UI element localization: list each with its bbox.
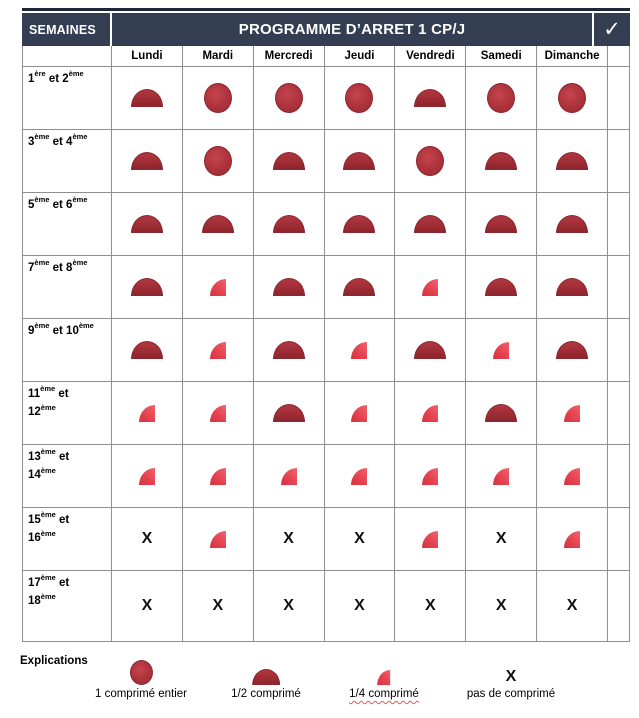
spacer-cell (608, 508, 630, 571)
pill-half-icon (485, 215, 517, 233)
dose-cell (254, 508, 325, 571)
week-label-cell: 15ème et 16ème (22, 508, 112, 571)
day-header-cell-dimanche: Dimanche (537, 46, 608, 67)
spacer-cell (608, 193, 630, 256)
dose-cell (254, 193, 325, 256)
pill-full-icon (558, 83, 586, 113)
no-pill-x: X (283, 530, 294, 547)
semaines-header-cell (22, 13, 112, 46)
dose-cell (325, 256, 396, 319)
pill-half-icon (414, 89, 446, 107)
dose-cell (325, 319, 396, 382)
spacer-cell (608, 571, 630, 642)
spacer-cell (608, 445, 630, 508)
dose-cell (325, 508, 396, 571)
dose-cell (112, 256, 183, 319)
no-pill-x: X (283, 597, 294, 614)
legend-item-half (231, 654, 301, 700)
dose-cell (112, 445, 183, 508)
no-pill-x-icon: X (505, 668, 517, 685)
pill-quarter-icon (422, 468, 438, 485)
pill-half-icon (131, 341, 163, 359)
dose-cell (254, 67, 325, 130)
no-pill-x: X (141, 597, 153, 614)
pill-quarter-icon (139, 405, 155, 422)
dose-cell (254, 571, 325, 642)
dose-cell (254, 382, 325, 445)
dose-cell (325, 67, 396, 130)
dose-cell (112, 382, 183, 445)
dose-cell (325, 193, 396, 256)
spacer-cell (608, 67, 630, 130)
dose-cell (395, 67, 466, 130)
table-title-text: PROGRAMME D’ARRET 1 CP/J (238, 21, 466, 38)
legend-item-none (467, 654, 555, 700)
pill-quarter-icon (351, 405, 367, 422)
dose-cell (112, 571, 183, 642)
legend (0, 648, 639, 716)
table-title (112, 13, 594, 46)
dose-cell (183, 319, 254, 382)
no-pill-x: X (495, 530, 507, 547)
dose-cell (537, 445, 608, 508)
table-rows (22, 67, 630, 642)
week-label-cell: 9ème et 10ème (22, 319, 112, 382)
dose-cell (395, 319, 466, 382)
pill-full-icon (275, 83, 303, 113)
dose-cell (395, 193, 466, 256)
pill-half-icon (556, 215, 588, 233)
day-header-row (22, 46, 630, 67)
pill-full-icon (204, 83, 232, 113)
table-row (22, 508, 630, 571)
dose-cell (325, 130, 396, 193)
pill-full-icon (416, 146, 444, 176)
no-pill-x: X (354, 597, 365, 614)
pill-quarter-icon (210, 279, 226, 296)
table-row (22, 130, 630, 193)
week-label-cell: 3ème et 4ème (22, 130, 112, 193)
pill-half-icon (485, 404, 517, 422)
top-border-rule (22, 8, 630, 11)
pill-half-icon (556, 278, 588, 296)
pill-half-icon (131, 215, 163, 233)
pill-half-icon (273, 215, 305, 233)
pill-half-icon (414, 341, 446, 359)
dose-cell (112, 67, 183, 130)
pill-quarter-icon (564, 468, 580, 485)
dose-cell (183, 67, 254, 130)
no-pill-x: X (425, 597, 436, 614)
table-header (22, 13, 630, 46)
dose-cell (395, 382, 466, 445)
day-header-spacer (22, 46, 112, 67)
day-header-cell-lundi: Lundi (112, 46, 183, 67)
dose-cell (466, 130, 537, 193)
pill-quarter-icon (351, 342, 367, 359)
pill-full-icon (204, 146, 232, 176)
dose-cell (537, 130, 608, 193)
pill-full-icon (129, 660, 152, 685)
dose-cell (537, 571, 608, 642)
dose-cell (112, 508, 183, 571)
pill-quarter-icon (210, 342, 226, 359)
pill-quarter-icon (281, 468, 297, 485)
legend-item-quarter (349, 654, 419, 700)
dose-cell (537, 67, 608, 130)
legend-title: Explications (20, 655, 88, 667)
dose-cell (183, 382, 254, 445)
no-pill-x: X (566, 597, 578, 614)
pill-quarter-icon (210, 468, 226, 485)
no-pill-x: X (354, 530, 365, 547)
table-row (22, 445, 630, 508)
dose-cell (466, 445, 537, 508)
dose-cell (112, 193, 183, 256)
pill-quarter-icon (210, 405, 226, 422)
table-row (22, 256, 630, 319)
pill-half-icon (202, 215, 234, 233)
table-row (22, 319, 630, 382)
week-label-cell: 1ère et 2ème (22, 67, 112, 130)
check-icon: ✓ (603, 17, 621, 41)
pill-quarter-icon (493, 468, 509, 485)
week-label-cell: 13ème et 14ème (22, 445, 112, 508)
day-header-end-spacer (608, 46, 630, 67)
dose-cell (395, 445, 466, 508)
no-pill-x: X (141, 530, 153, 547)
table-row (22, 67, 630, 130)
pill-half-icon (131, 152, 163, 170)
table-row (22, 571, 630, 642)
dose-cell (254, 319, 325, 382)
no-pill-x: X (495, 597, 507, 614)
dose-cell (466, 508, 537, 571)
pill-half-icon (485, 152, 517, 170)
spacer-cell (608, 256, 630, 319)
pill-quarter-icon (139, 468, 155, 485)
dose-cell (466, 319, 537, 382)
day-header-cell-samedi: Samedi (466, 46, 537, 67)
dose-cell (183, 256, 254, 319)
pill-half-icon (343, 152, 375, 170)
table-row (22, 382, 630, 445)
spacer-cell (608, 382, 630, 445)
pill-quarter-icon (422, 531, 438, 548)
pill-half-icon (273, 152, 305, 170)
legend-label: pas de comprimé (466, 688, 556, 700)
dose-cell (466, 67, 537, 130)
legend-label: 1/2 comprimé (231, 688, 301, 700)
no-pill-x: X (212, 597, 224, 614)
spacer-cell (608, 319, 630, 382)
dose-cell (537, 508, 608, 571)
day-header-cell-mercredi: Mercredi (254, 46, 325, 67)
day-header-cell-mardi: Mardi (183, 46, 254, 67)
pill-quarter-icon (210, 531, 226, 548)
pill-half-icon (273, 278, 305, 296)
dose-cell (254, 445, 325, 508)
pill-half-icon (131, 89, 163, 107)
dose-cell (183, 193, 254, 256)
dose-cell (112, 130, 183, 193)
dose-cell (325, 571, 396, 642)
dose-cell (537, 193, 608, 256)
day-header-cell-vendredi: Vendredi (395, 46, 466, 67)
dose-cell (537, 319, 608, 382)
pill-quarter-icon (422, 405, 438, 422)
dose-cell (325, 445, 396, 508)
dose-cell (395, 571, 466, 642)
pill-half-icon (556, 341, 588, 359)
legend-item-full (95, 654, 187, 700)
spacer-cell (608, 130, 630, 193)
dose-cell (537, 256, 608, 319)
legend-label: 1/4 comprimé (349, 688, 419, 700)
week-label-cell: 5ème et 6ème (22, 193, 112, 256)
semaines-label: SEMAINES (29, 22, 96, 37)
dose-cell (537, 382, 608, 445)
dose-cell (254, 256, 325, 319)
dose-cell (254, 130, 325, 193)
dose-cell (112, 319, 183, 382)
dose-cell (183, 445, 254, 508)
pill-full-icon (345, 83, 373, 113)
dose-cell (466, 571, 537, 642)
dosage-table (22, 8, 630, 642)
dose-cell (183, 508, 254, 571)
pill-full-icon (487, 83, 515, 113)
dose-cell (466, 193, 537, 256)
pill-quarter-icon (564, 405, 580, 422)
dose-cell (466, 256, 537, 319)
pill-half-icon (273, 341, 305, 359)
pill-quarter-icon (422, 279, 438, 296)
legend-label: 1 comprimé entier (94, 688, 188, 700)
dose-cell (466, 382, 537, 445)
pill-half-icon (556, 152, 588, 170)
pill-quarter-icon (377, 670, 390, 685)
day-header-cell-jeudi: Jeudi (325, 46, 396, 67)
check-cell (594, 13, 630, 46)
pill-half-icon (252, 669, 280, 685)
dose-cell (183, 571, 254, 642)
dose-cell (183, 130, 254, 193)
pill-quarter-icon (351, 468, 367, 485)
dose-cell (395, 508, 466, 571)
dose-cell (395, 256, 466, 319)
pill-half-icon (131, 278, 163, 296)
table-row (22, 193, 630, 256)
pill-half-icon (485, 278, 517, 296)
week-label-cell: 17ème et 18ème (22, 571, 112, 642)
pill-quarter-icon (493, 342, 509, 359)
week-label-cell: 7ème et 8ème (22, 256, 112, 319)
pill-half-icon (343, 215, 375, 233)
dose-cell (325, 382, 396, 445)
pill-half-icon (343, 278, 375, 296)
dose-cell (395, 130, 466, 193)
pill-half-icon (414, 215, 446, 233)
pill-quarter-icon (564, 531, 580, 548)
pill-half-icon (273, 404, 305, 422)
week-label-cell: 11ème et 12ème (22, 382, 112, 445)
